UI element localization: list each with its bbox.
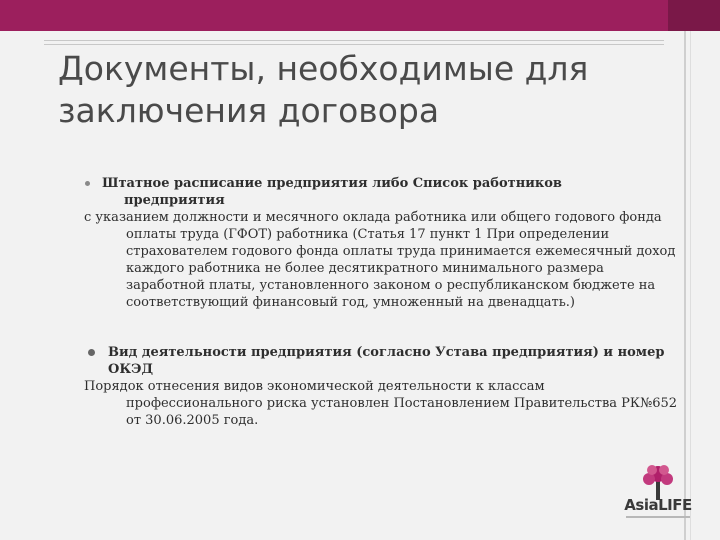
bullet-section-1 [86, 175, 678, 311]
top-accent-bar-corner [668, 0, 720, 31]
bullet-1-heading-line1: Штатное расписание предприятия либо Список работников [102, 176, 562, 191]
header-rule-2 [44, 44, 664, 45]
bullet-2-heading [86, 344, 678, 378]
bullet-dot-icon [85, 181, 90, 186]
bullet-2-heading-line2: ОКЭД [108, 362, 154, 377]
header-rule-1 [44, 40, 664, 41]
bullet-dot-icon [88, 349, 95, 356]
top-accent-bar [0, 0, 720, 31]
logo-underline [626, 516, 690, 518]
bullet-2-heading-line1: Вид деятельности предприятия (согласно Устава предприятия) и номер [108, 345, 665, 360]
bullet-section-2 [86, 344, 678, 429]
bullet-2-detail: Порядок отнесения видов экономической деятельности к классам профессионального риска установлен Постановлением Правительства РК№652 от 30.06.2005 года. [84, 379, 678, 428]
logo-text: AsiaLIFE [624, 496, 692, 514]
slide-title: Документы, необходимые для заключения договора [58, 49, 589, 130]
company-logo [622, 462, 694, 524]
bullet-1-heading [86, 175, 678, 209]
bullet-1-heading-line2: предприятия [124, 193, 225, 208]
bullet-1-detail: с указанием должности и месячного оклада работника или общего годового фонда оплаты труда (ГФОТ) работника (Статья 17 пункт 1 При определении страхователем годового фонда оплаты труда принимается ежемесячный доход каждого работника не более десятикратного минимального размера заработной платы, установленного законом о республиканском бюджете на соответствующий финансовый год, умноженный на двенадцать.) [84, 210, 676, 310]
